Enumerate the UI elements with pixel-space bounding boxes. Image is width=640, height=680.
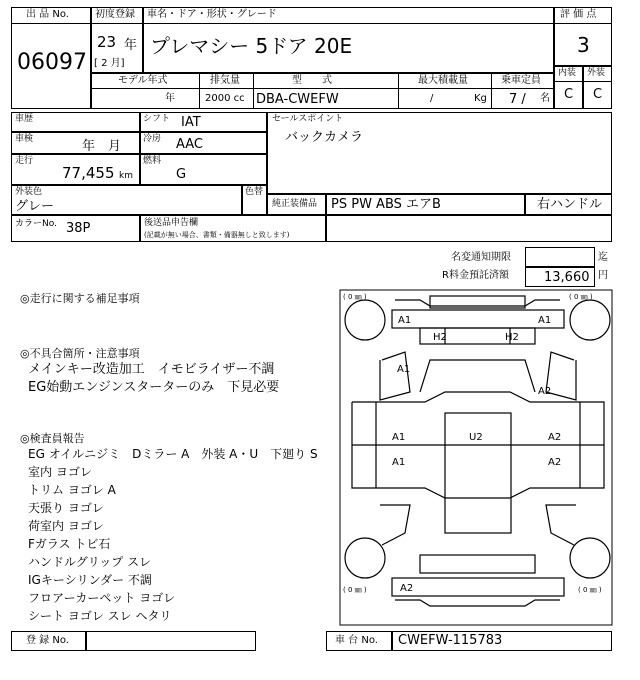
- mark-hood-right: H2: [505, 332, 519, 343]
- inspector-line: EG オイルニジミ Dミラー A 外装 A・U 下廻り S: [28, 447, 318, 461]
- lot-number-label: 出 品 No.: [26, 9, 69, 20]
- tire-label-fr: ( 0 ㎜ ): [569, 293, 593, 301]
- car-name: プレマシー 5ドア 20E: [150, 34, 353, 58]
- car-name-label: 車名・ドア・形状・グレード: [147, 9, 277, 20]
- grade-label: 評 価 点: [560, 9, 597, 20]
- ac-label: 冷房: [143, 134, 162, 144]
- registration-month: [ 2 月]: [94, 58, 125, 69]
- exterior-grade-label: 外装: [587, 68, 606, 78]
- shift-label: シフト: [143, 114, 171, 124]
- displacement-label: 排気量: [210, 75, 240, 86]
- mileage: 77,455: [62, 164, 115, 182]
- mark-right-fender: A2: [538, 386, 552, 397]
- mark-right-rear-door: A2: [548, 457, 562, 468]
- displacement: 2000 cc: [205, 93, 245, 104]
- trunk: [420, 555, 535, 573]
- sales-point: バックカメラ: [285, 130, 364, 145]
- interior-grade-label: 内装: [558, 68, 577, 78]
- recycle-label: R料金預託済額: [442, 270, 509, 281]
- exterior-grade: C: [593, 87, 603, 102]
- color-no: 38P: [66, 221, 91, 236]
- max-load-sep: /: [430, 93, 434, 104]
- aftermarket-note: (記載が無い場合、書類・備器無しと致します): [144, 231, 290, 239]
- lot-number: 06097: [17, 50, 87, 75]
- reg-no-cell: [86, 631, 256, 651]
- reg-no-label: 登 録 No.: [26, 635, 69, 646]
- inspector-header: ◎検査員報告: [20, 432, 85, 445]
- mileage-label: 走行: [15, 156, 34, 166]
- max-load-label: 最大積載量: [418, 75, 468, 86]
- mark-rear: A2: [400, 583, 414, 594]
- ac: AAC: [176, 137, 203, 152]
- inspector-line: フロアーカーペット ヨゴレ: [28, 591, 176, 605]
- inspector-line: Fガラス トビ石: [28, 537, 111, 551]
- registration-label: 初度登録: [95, 9, 135, 20]
- defect-line: メインキー改造加工 イモビライザー不調: [28, 362, 275, 377]
- capacity-label: 乗車定員: [501, 75, 541, 86]
- overall-grade: 3: [577, 33, 590, 57]
- color-change-label: 色替: [245, 187, 264, 197]
- sales-point-label: セールスポイント: [272, 114, 344, 124]
- ext-color: グレー: [15, 199, 55, 214]
- mark-front-left: A1: [398, 315, 412, 326]
- equipment-label: 純正装備品: [272, 199, 318, 209]
- history-label: 車歴: [15, 114, 34, 124]
- steering: 右ハンドル: [537, 197, 603, 212]
- registration-year-unit: 年: [124, 38, 138, 53]
- chassis-no: CWEFW-115783: [398, 633, 503, 648]
- fuel-label: 燃料: [143, 156, 162, 166]
- fuel: G: [176, 167, 187, 182]
- equipment: PS PW ABS エアB: [331, 197, 441, 212]
- tire-label-rr: ( 0 ㎜ ): [578, 586, 602, 594]
- diagram-frame: [340, 290, 612, 625]
- tire-label-rl: ( 0 ㎜ ): [343, 586, 367, 594]
- tire-label-fl: ( 0 ㎜ ): [343, 293, 367, 301]
- mark-left-rear-door: A1: [392, 457, 406, 468]
- tire-rear-right-icon: [570, 538, 610, 578]
- capacity: 7 /: [509, 92, 526, 107]
- inspector-line: トリム ヨゴレ A: [28, 483, 116, 497]
- mileage-unit: km: [119, 171, 133, 181]
- type-label: 型 式: [292, 75, 332, 86]
- model-type: DBA-CWEFW: [256, 92, 339, 107]
- defects-header: ◎不具合箇所・注意事項: [20, 347, 140, 360]
- mark-front-right: A1: [538, 315, 552, 326]
- interior-grade: C: [564, 87, 574, 102]
- inspector-line: IGキーシリンダー 不調: [28, 573, 152, 587]
- tire-front-left-icon: [345, 300, 385, 340]
- rear-bumper: [392, 578, 564, 596]
- recycle-value: 13,660: [544, 270, 590, 285]
- inspector-line: ハンドルグリップ スレ: [28, 555, 152, 569]
- mark-roof: U2: [469, 432, 483, 443]
- color-no-label: カラーNo.: [15, 219, 57, 229]
- ext-color-label: 外装色: [15, 187, 43, 197]
- recycle-unit: 円: [598, 270, 608, 281]
- tire-rear-left-icon: [345, 538, 385, 578]
- shift: IAT: [181, 115, 201, 130]
- model-year-unit: 年: [165, 93, 175, 104]
- chassis-label: 車 台 No.: [335, 635, 378, 646]
- mark-right-front-door: A2: [548, 432, 562, 443]
- model-year-label: モデル年式: [118, 75, 168, 86]
- inspector-line: 荷室内 ヨゴレ: [28, 519, 104, 533]
- inspection-label: 車検: [15, 134, 34, 144]
- aftermarket-label: 後送品申告欄: [144, 218, 199, 228]
- inspector-line: 天張り ヨゴレ: [28, 501, 104, 515]
- registration-year: 23: [97, 33, 117, 51]
- capacity-unit: 名: [540, 93, 550, 104]
- max-load-unit: Kg: [474, 93, 487, 104]
- tire-front-right-icon: [570, 300, 610, 340]
- defect-line: EG始動エンジンスターターのみ 下見必要: [28, 380, 280, 395]
- notice-unit: 迄: [598, 252, 608, 263]
- inspector-line: シート ヨゴレ スレ ヘタリ: [28, 609, 172, 623]
- inspector-line: 室内 ヨゴレ: [28, 465, 92, 479]
- mark-left-fender: A1: [397, 364, 411, 375]
- mark-left-front-door: A1: [392, 432, 406, 443]
- roof: [445, 413, 511, 533]
- mark-hood-left: H2: [433, 332, 447, 343]
- driving-header: ◎走行に関する補足事項: [20, 292, 140, 305]
- inspection-value: 年 月: [82, 139, 122, 154]
- notice-label: 名変通知期限: [451, 252, 511, 263]
